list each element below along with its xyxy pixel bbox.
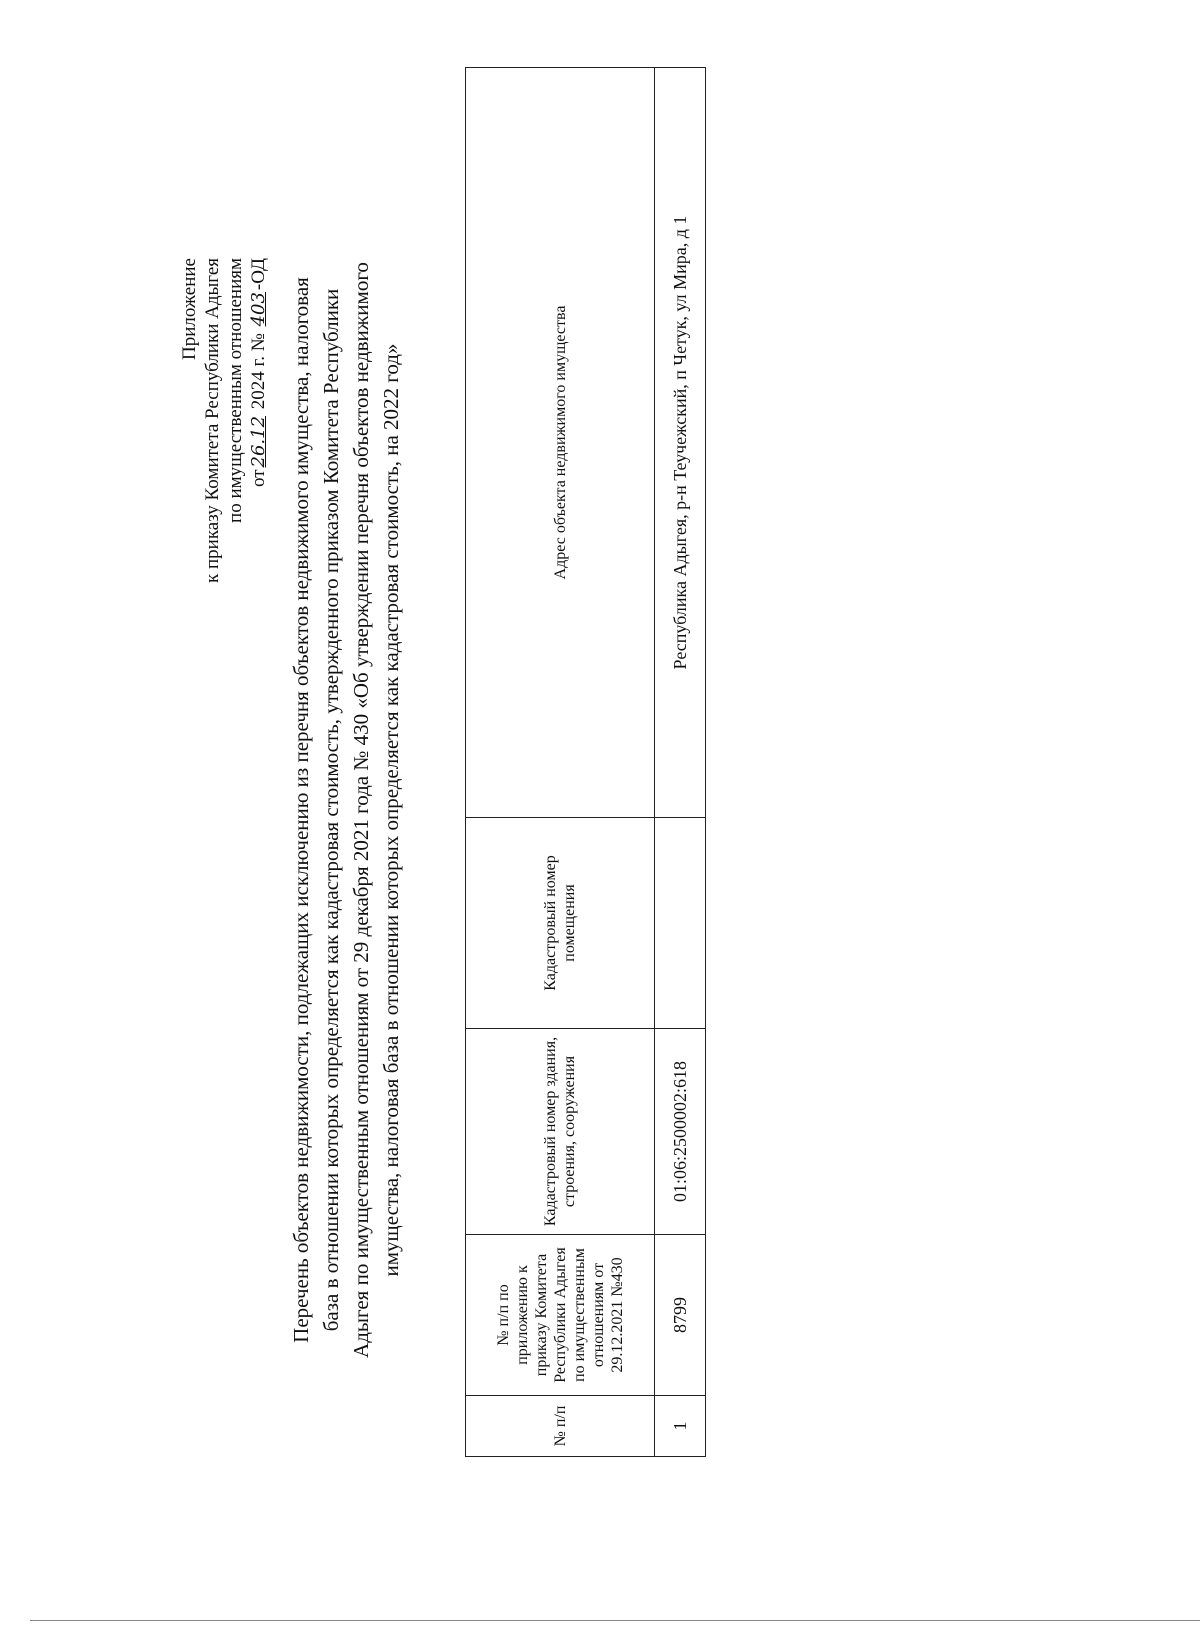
appendix-block [178,258,270,583]
table-row [655,68,706,1457]
title-line-1: Перечень объектов недвижимости, подлежащих исключению из перечня объектов недвижимого имущества, налоговая [289,277,313,1343]
cell-premises-cadastral [655,818,706,1029]
header-appendix-number: № п/п по приложению к приказу Комитета Республики Адыгея по имущественным отношениям от 29.12.2021 №430 [466,1235,655,1396]
cell-appendix-number: 8799 [655,1235,706,1396]
appendix-line-2: к приказу Комитета Республики Адыгея [202,258,223,583]
header-address: Адрес объекта недвижимого имущества [466,68,655,818]
handwritten-number: 403 [248,292,269,327]
date-prefix: от [248,469,269,488]
cell-building-cadastral: 01:06:2500002:618 [655,1029,706,1235]
appendix-line-1: Приложение [179,258,200,360]
handwritten-date: 26.12 [248,415,269,468]
document-title [286,120,406,1500]
cell-address: Республика Адыгея, р-н Теучежский, п Четук, ул Мира, д 1 [655,68,706,818]
rotated-page [0,40,1170,1640]
header-premises-cadastral: Кадастровый номер помещения [466,818,655,1029]
title-line-2: база в отношении которых определяется как кадастровая стоимость, утвержденного приказом Комитета Республики [319,288,343,1332]
date-year: 2024 г. № [248,333,269,410]
appendix-line-3: по имущественным отношениям [225,258,246,523]
number-suffix: -ОД [248,258,269,291]
title-line-4: имущества, налоговая база в отношении которых определяется как кадастровая стоимость, на 2022 год» [379,343,403,1277]
property-table [465,67,706,1457]
header-building-cadastral: Кадастровый номер здания, строения, сооружения [466,1029,655,1235]
scan-edge-line [30,1620,1200,1621]
cell-number: 1 [655,1396,706,1457]
appendix-date-line [247,258,270,583]
table-header-row [466,68,655,1457]
header-number: № п/п [466,1396,655,1457]
title-line-3: Адыгея по имущественным отношениям от 29 декабря 2021 года № 430 «Об утверждении перечня объектов недвижимого [349,262,373,1358]
